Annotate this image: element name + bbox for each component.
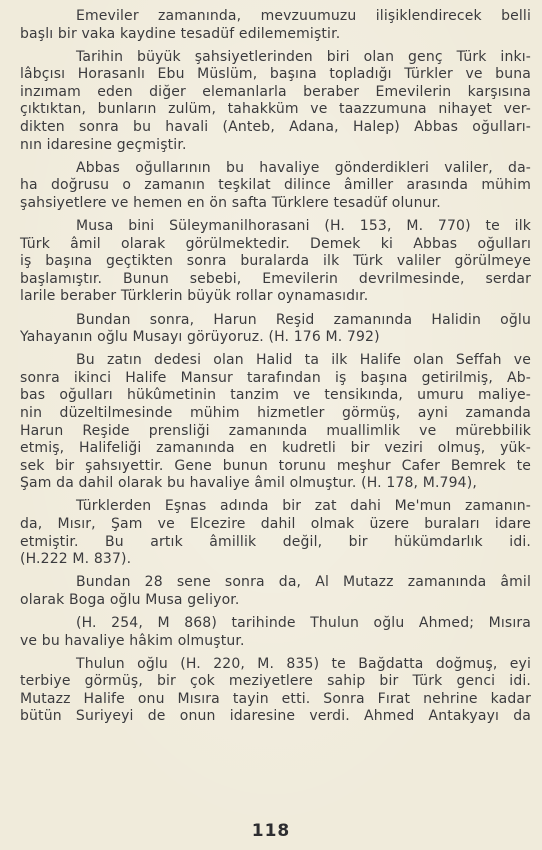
text-line: larile beraber Türklerin büyük rollar oynamasıdır.	[20, 288, 369, 305]
paragraph	[20, 498, 531, 568]
text-line: Türklerden Eşnas adında bir zat dahi Me'mun zamanın-	[76, 498, 531, 515]
text-line: Bu zatın dedesi olan Halid ta ilk Halife olan Seffah ve	[76, 352, 531, 369]
text-line: başlı bir vaka kaydine tesadüf edilememiştir.	[20, 25, 341, 42]
text-line: sek bir şahsıyettir. Gene bunun torunu meşhur Cafer Bemrek te	[20, 457, 531, 474]
text-line: ve bu havaliye hâkim olmuştur.	[20, 632, 245, 649]
text-line: Harun Reşide prensliği zamanında muallimlik ve mürebbilik	[20, 422, 531, 439]
text-line: çıktıktan, bunların zulüm, tahakküm ve taazzumuna nihayet ver-	[20, 101, 531, 118]
text-line: sonra ikinci Halife Mansur tarafından iş başına getirilmiş, Ab-	[20, 369, 531, 386]
text-line: nın idaresine geçmiştir.	[20, 136, 187, 153]
text-line: (H. 254, M 868) tarihinde Thulun oğlu Ahmed; Mısıra	[76, 615, 531, 631]
text-line: iş başına geçtikten sonra buralarda ilk Türk valiler görülmeye	[20, 253, 531, 270]
text-line: Abbas oğullarının bu havaliye gönderdikleri valiler, da-	[76, 159, 531, 176]
text-line: Musa bini Süleymanilhorasani (H. 153, M. 770) te ilk	[76, 218, 531, 235]
page-number: 118	[251, 821, 291, 841]
text-line: bütün Suriyeyi de onun idaresine verdi. Ahmed Antakyayı da	[20, 708, 531, 725]
paragraph	[20, 574, 531, 609]
paragraph	[20, 49, 531, 155]
paragraph	[20, 352, 531, 493]
text-line: Yahayanın oğlu Musayı görüyoruz. (H. 176 M. 792)	[20, 329, 380, 346]
text-line: bas oğulları hükûmetinin tanzim ve tensikında, umuru maliye-	[20, 387, 531, 404]
paragraph	[20, 218, 531, 306]
paragraph	[20, 8, 531, 43]
text-line: olarak Boga oğlu Musa geliyor.	[20, 591, 240, 608]
body-text	[20, 8, 531, 726]
text-line: lâbçısı Horasanlı Ebu Müslüm, başına topladığı Türkler ve buna	[20, 66, 531, 83]
paragraph	[20, 615, 531, 650]
text-line: terbiye görmüş, bir çok meziyetlere sahip bir Türk genci idi.	[20, 673, 531, 690]
text-line: başlamıştır. Bunun sebebi, Emevilerin devrilmesinde, serdar	[20, 270, 531, 287]
text-line: (H.222 M. 837).	[20, 551, 132, 568]
text-line: ha doğrusu o zamanın teşkilat dilince âmiller arasında mühim	[20, 177, 531, 194]
text-line: Tarihin büyük şahsiyetlerinden biri olan genç Türk inkı-	[76, 48, 531, 65]
text-line: da, Mısır, Şam ve Elcezire dahil olmak üzere buraları idare	[20, 516, 531, 533]
text-line: Emeviler zamanında, mevzuumuzu ilişiklendirecek belli	[76, 8, 531, 24]
text-line: Thulun oğlu (H. 220, M. 835) te Bağdatta doğmuş, eyi	[76, 655, 531, 672]
text-line: etmiştir. Bu artık âmillik değil, bir hükümdarlık idi.	[20, 533, 531, 550]
text-line: dikten sonra bu havali (Anteb, Adana, Halep) Abbas oğulları-	[20, 119, 531, 136]
text-line: etmiş, Halifeliği zamanında en kudretli bir veziri olmuş, yük-	[20, 440, 531, 457]
text-line: Mutazz Halife onu Mısıra tayin etti. Sonra Fırat nehrine kadar	[20, 690, 531, 707]
text-line: şahsiyetlere ve hemen en ön safta Türklere tesadüf olunur.	[20, 194, 441, 211]
text-line: Bundan sonra, Harun Reşid zamanında Halidin oğlu	[76, 311, 531, 328]
text-line: Türk âmil olarak görülmektedir. Demek ki Abbas oğulları	[20, 235, 531, 252]
text-line: inzımam eden diğer elemanlarla beraber Emevilerin karşısına	[20, 83, 531, 100]
text-line: Şam da dahil olarak bu havaliye âmil olmuştur. (H. 178, M.794),	[20, 475, 477, 492]
paragraph	[20, 312, 531, 347]
text-line: Bundan 28 sene sonra da, Al Mutazz zamanında âmil	[76, 574, 531, 591]
paragraph	[20, 656, 531, 726]
text-line: nin düzeltilmesinde mühim hizmetler görmüş, ayni zamanda	[20, 404, 531, 421]
paragraph	[20, 160, 531, 213]
